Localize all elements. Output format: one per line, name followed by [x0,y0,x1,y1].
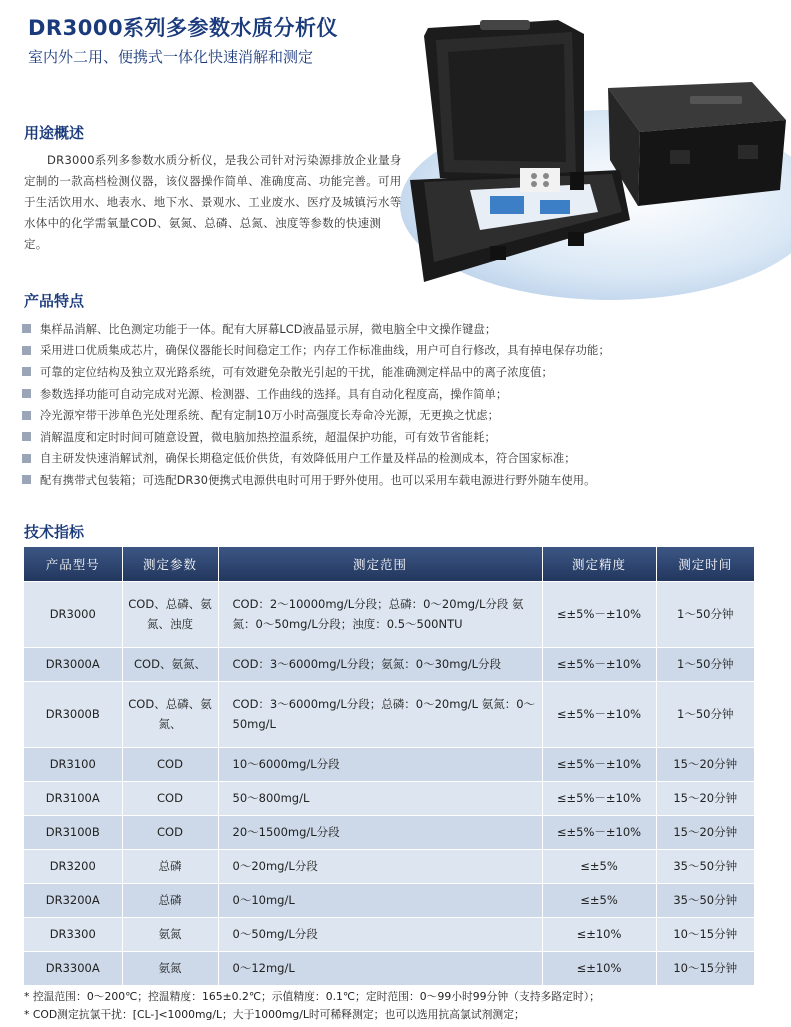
product-photo [340,0,791,300]
cell-param: 氨氮 [122,951,218,985]
cell-range: 0～10mg/L [218,883,542,917]
cell-param: COD [122,781,218,815]
cell-precision: ≤±10% [542,951,656,985]
cell-param: COD [122,747,218,781]
table-row [24,581,754,647]
usage-paragraph: DR3000系列多参数水质分析仪，是我公司针对污染源排放企业量身定制的一款高档检测仪器，该仪器操作简单、准确度高、功能完善。可用于生活饮用水、地表水、地下水、景观水、工业废水、医疗及城镇污水等水体中的化学需氧量COD、氨氮、总磷、总氮、浊度等参数的快速测定。 [24,153,402,251]
cell-param: COD、氨氮、 [122,647,218,681]
feature-item [22,361,782,383]
specs-heading: 技术指标 [24,523,85,541]
square-bullet-icon [22,324,31,333]
column-header-time: 测定时间 [656,547,754,581]
square-bullet-icon [22,389,31,398]
cell-range: 50～800mg/L [218,781,542,815]
feature-text: 配有携带式包装箱；可选配DR30便携式电源供电时可用于野外使用。也可以采用车载电源进行野外随车使用。 [40,473,596,487]
cell-param: 总磷 [122,883,218,917]
cell-precision: ≤±5% [542,883,656,917]
feature-item [22,383,782,405]
feature-item [22,340,782,362]
feature-text: 采用进口优质集成芯片，确保仪器能长时间稳定工作；内存工作标准曲线，用户可自行修改，具有掉电保存功能； [40,344,610,358]
cell-range: 20～1500mg/L分段 [218,815,542,849]
column-header-precision: 测定精度 [542,547,656,581]
cell-precision: ≤±5%－±10% [542,681,656,747]
square-bullet-icon [22,432,31,441]
square-bullet-icon [22,475,31,484]
cell-precision: ≤±5%－±10% [542,647,656,681]
features-heading: 产品特点 [24,292,85,310]
cell-time: 1～50分钟 [656,681,754,747]
cell-precision: ≤±5%－±10% [542,747,656,781]
spec-header-row [24,547,754,581]
spec-table [24,547,754,985]
cell-range: COD：3～6000mg/L分段；氨氮：0～30mg/L分段 [218,647,542,681]
cell-precision: ≤±5% [542,849,656,883]
table-row [24,747,754,781]
cell-precision: ≤±5%－±10% [542,781,656,815]
feature-text: 消解温度和定时时间可随意设置，微电脑加热控温系统，超温保护功能，可有效节省能耗； [40,430,496,444]
page-subtitle: 室内外二用、便携式一体化快速消解和测定 [28,48,314,66]
cell-time: 15～20分钟 [656,747,754,781]
square-bullet-icon [22,367,31,376]
cell-param: COD、总磷、氨氮、 [122,681,218,747]
column-header-model: 产品型号 [24,547,122,581]
footnote: * 控温范围：0～200℃；控温精度：165±0.2℃；示值精度：0.1℃；定时范围：0～99小时99分钟（支持多路定时）； [24,990,600,1003]
closed-case-icon [608,82,786,206]
open-case-icon [410,20,630,282]
table-row [24,681,754,747]
cell-model: DR3000 [24,581,122,647]
cell-time: 1～50分钟 [656,581,754,647]
cell-param: 总磷 [122,849,218,883]
cell-time: 10～15分钟 [656,917,754,951]
table-row [24,951,754,985]
cell-range: COD：2～10000mg/L分段；总磷：0～20mg/L分段 氨氮：0～50mg/L分段；浊度：0.5～500NTU [218,581,542,647]
cell-model: DR3300A [24,951,122,985]
cell-model: DR3000B [24,681,122,747]
cell-model: DR3200 [24,849,122,883]
cell-model: DR3100A [24,781,122,815]
cell-time: 35～50分钟 [656,883,754,917]
feature-item [22,426,782,448]
features-list [22,318,782,491]
square-bullet-icon [22,454,31,463]
feature-text: 冷光源窄带干涉单色光处理系统、配有定制10万小时高强度长寿命冷光源，无更换之忧虑； [40,409,500,423]
square-bullet-icon [22,346,31,355]
cell-param: COD、总磷、氨氮、浊度 [122,581,218,647]
page-title: DR3000系列多参数水质分析仪 [28,16,339,40]
usage-heading: 用途概述 [24,124,85,142]
cell-param: COD [122,815,218,849]
feature-text: 参数选择功能可自动完成对光源、检测器、工作曲线的选择。具有自动化程度高，操作简单； [40,387,508,401]
cell-model: DR3100B [24,815,122,849]
feature-text: 自主研发快速消解试剂，确保长期稳定低价供货，有效降低用户工作量及样品的检测成本，符合国家标准； [40,452,576,466]
cell-time: 15～20分钟 [656,781,754,815]
cell-range: 0～50mg/L分段 [218,917,542,951]
table-row [24,917,754,951]
cell-model: DR3200A [24,883,122,917]
cell-model: DR3300 [24,917,122,951]
cell-precision: ≤±5%－±10% [542,815,656,849]
column-header-param: 测定参数 [122,547,218,581]
feature-item [22,404,782,426]
cell-precision: ≤±10% [542,917,656,951]
square-bullet-icon [22,411,31,420]
cell-precision: ≤±5%－±10% [542,581,656,647]
table-row [24,849,754,883]
cell-param: 氨氮 [122,917,218,951]
table-row [24,815,754,849]
cell-range: 0～20mg/L分段 [218,849,542,883]
cell-range: 10～6000mg/L分段 [218,747,542,781]
instrument-case-illustration [340,0,791,300]
cell-time: 10～15分钟 [656,951,754,985]
feature-item [22,448,782,470]
footnote: * COD测定抗氯干扰：[CL-]<1000mg/L；大于1000mg/L时可稀释测定；也可以选用抗高氯试剂测定； [24,1008,525,1021]
table-row [24,883,754,917]
table-row [24,781,754,815]
feature-text: 集样品消解、比色测定功能于一体。配有大屏幕LCD液晶显示屏，微电脑全中文操作键盘； [40,322,497,336]
table-row [24,647,754,681]
footnotes [24,988,600,1024]
cell-time: 35～50分钟 [656,849,754,883]
feature-item [22,318,782,340]
feature-item [22,469,782,491]
cell-model: DR3100 [24,747,122,781]
cell-time: 15～20分钟 [656,815,754,849]
cell-range: COD：3～6000mg/L分段；总磷：0～20mg/L 氨氮：0～50mg/L [218,681,542,747]
cell-time: 1～50分钟 [656,647,754,681]
cell-range: 0～12mg/L [218,951,542,985]
cell-model: DR3000A [24,647,122,681]
column-header-range: 测定范围 [218,547,542,581]
feature-text: 可靠的定位结构及独立双光路系统，可有效避免杂散光引起的干扰，能准确测定样品中的离子浓度值； [40,365,553,379]
